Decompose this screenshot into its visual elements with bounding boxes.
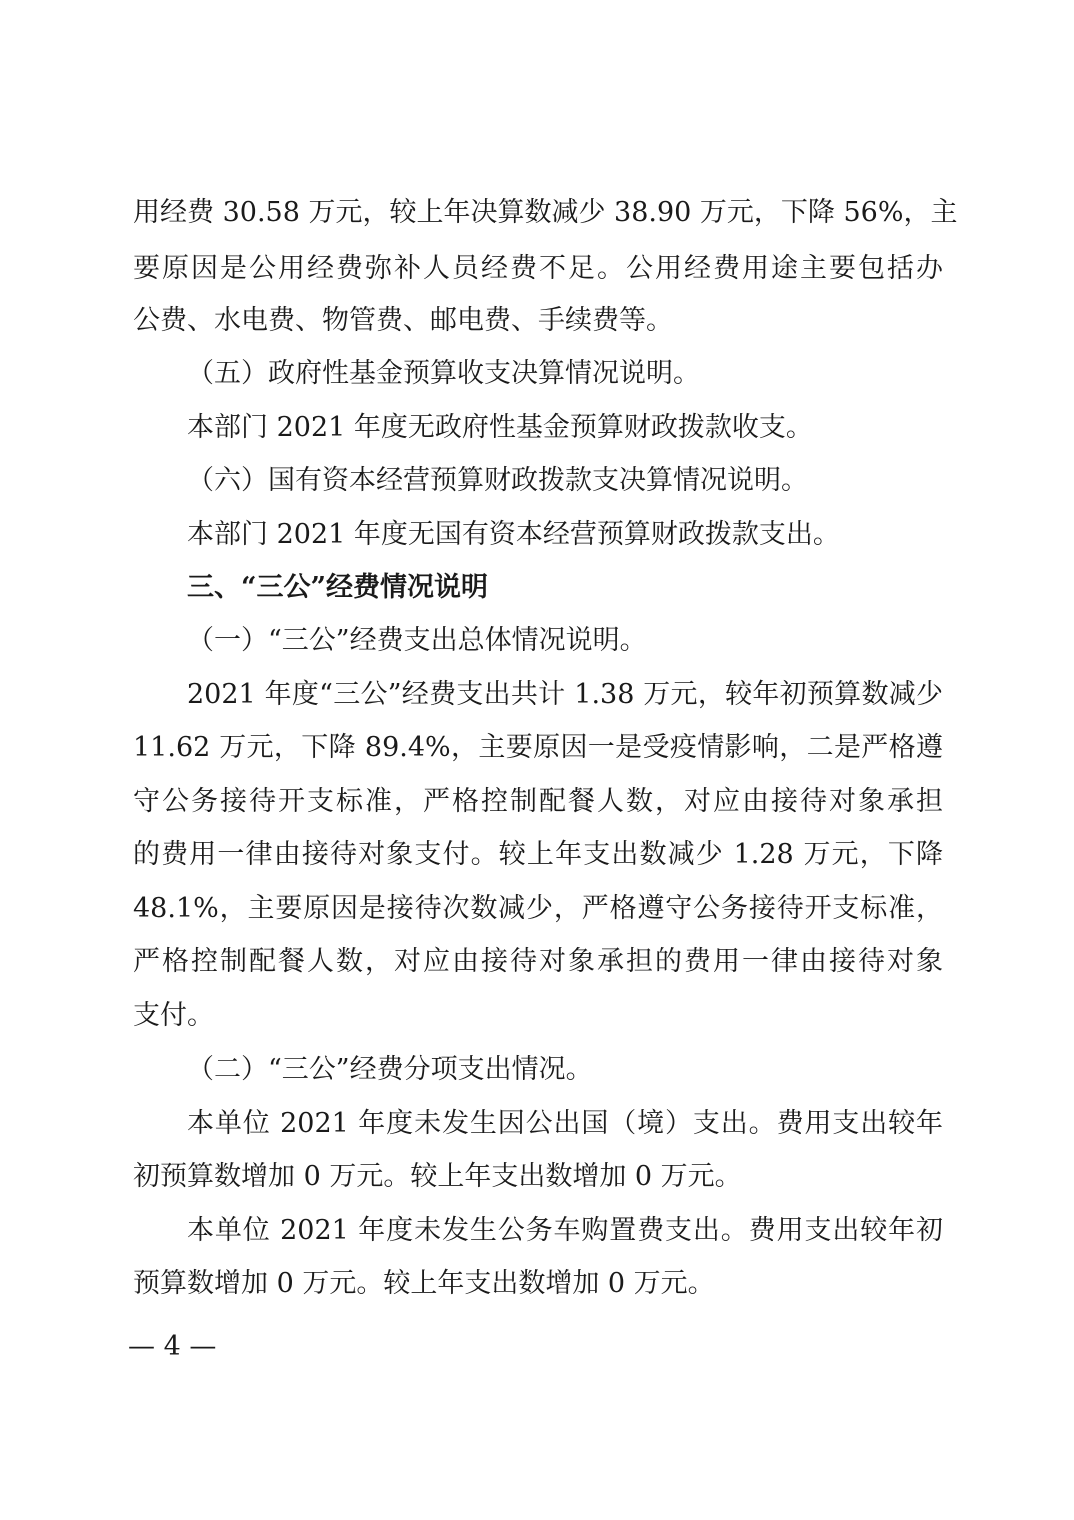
body-line: 严格控制配餐人数，对应由接待对象承担的费用一律由接待对象 bbox=[133, 946, 943, 977]
body-line: 支付。 bbox=[133, 1000, 214, 1031]
body-line: 本单位 2021 年度未发生公务车购置费支出。费用支出较年初 bbox=[187, 1215, 943, 1246]
body-line: 11.62 万元，下降 89.4%，主要原因一是受疫情影响，二是严格遵 bbox=[133, 732, 943, 763]
body-line: 2021 年度“三公”经费支出共计 1.38 万元，较年初预算数减少 bbox=[187, 679, 943, 710]
body-line: 本部门 2021 年度无政府性基金预算财政拨款收支。 bbox=[187, 412, 813, 443]
section-heading-1: （一）“三公”经费支出总体情况说明。 bbox=[187, 625, 647, 656]
section-heading-2: （二）“三公”经费分项支出情况。 bbox=[187, 1054, 593, 1085]
chapter-heading-3: 三、“三公”经费情况说明 bbox=[187, 572, 489, 603]
body-line: 公费、水电费、物管费、邮电费、手续费等。 bbox=[133, 305, 673, 336]
page-number: — 4 — bbox=[128, 1331, 217, 1362]
body-line: 本单位 2021 年度未发生因公出国（境）支出。费用支出较年 bbox=[187, 1108, 943, 1139]
body-line: 本部门 2021 年度无国有资本经营预算财政拨款支出。 bbox=[187, 519, 840, 550]
section-heading-5: （五）政府性基金预算收支决算情况说明。 bbox=[187, 358, 700, 389]
body-line: 预算数增加 0 万元。较上年支出数增加 0 万元。 bbox=[133, 1268, 715, 1299]
body-line: 48.1%，主要原因是接待次数减少，严格遵守公务接待开支标准， bbox=[133, 893, 943, 924]
body-line: 初预算数增加 0 万元。较上年支出数增加 0 万元。 bbox=[133, 1161, 742, 1192]
body-line: 要原因是公用经费弥补人员经费不足。公用经费用途主要包括办 bbox=[133, 253, 943, 284]
body-line: 的费用一律由接待对象支付。较上年支出数减少 1.28 万元，下降 bbox=[133, 839, 943, 870]
section-heading-6: （六）国有资本经营预算财政拨款支决算情况说明。 bbox=[187, 465, 808, 496]
body-line: 守公务接待开支标准，严格控制配餐人数，对应由接待对象承担 bbox=[133, 786, 943, 817]
body-line: 用经费 30.58 万元，较上年决算数减少 38.90 万元，下降 56%，主 bbox=[133, 197, 958, 228]
